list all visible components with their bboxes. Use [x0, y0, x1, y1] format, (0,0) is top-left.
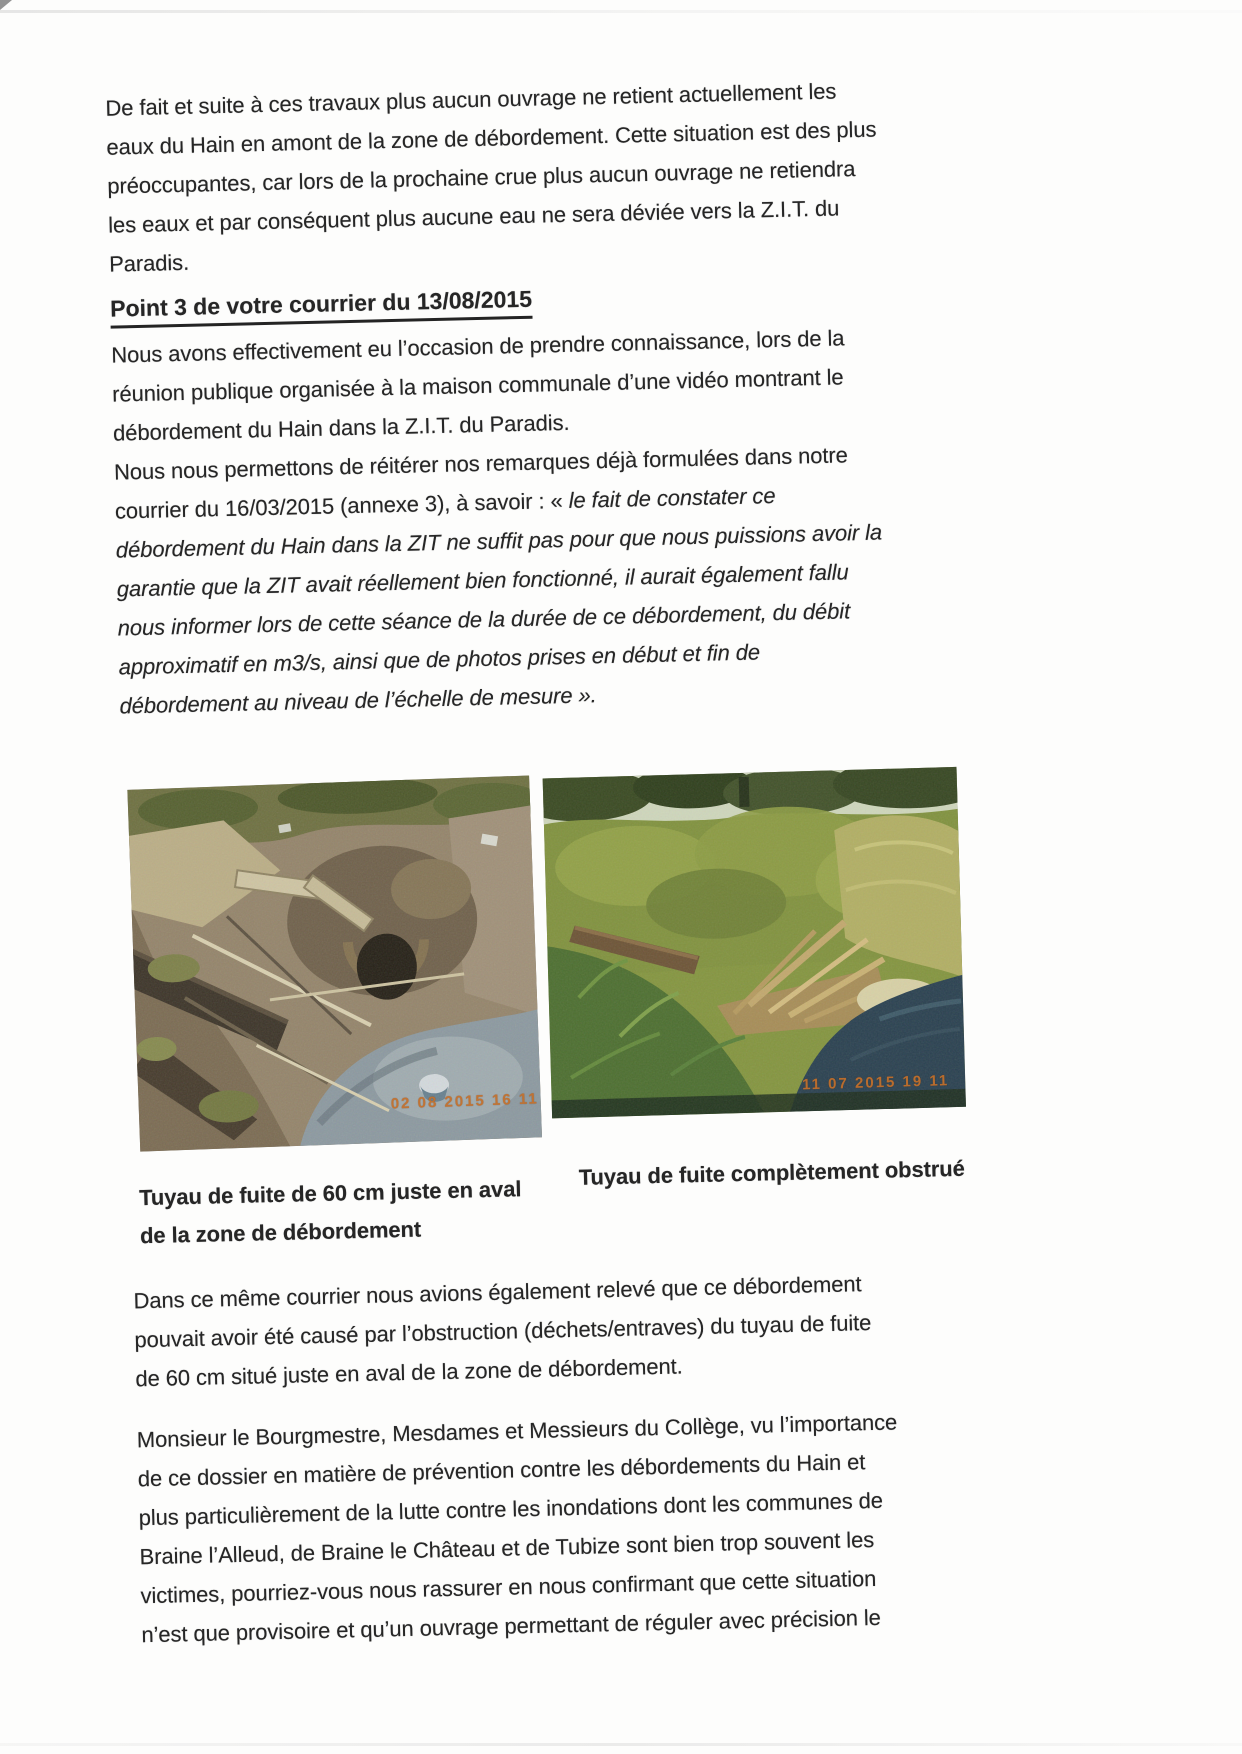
text-line: débordement du Hain dans la Z.I.T. du Paradis.: [112, 409, 570, 446]
text-line: Dans ce même courrier nous avions également relevé que ce débordement: [133, 1271, 862, 1314]
text-line: préoccupantes, car lors de la prochaine crue plus aucun ouvrage ne retiendra: [107, 156, 856, 199]
text-line: pouvait avoir été causé par l’obstruction (déchets/entraves) du tuyau de fuite: [134, 1310, 872, 1353]
quote-line: approximatif en m3/s, ainsi que de photos prises en début et fin de: [118, 639, 761, 680]
text-line: plus particulièrement de la lutte contre les inondations dont les communes de: [138, 1487, 884, 1531]
obstructed-photo-art: [543, 767, 966, 1118]
text-line: victimes, pourriez-vous nous rassurer en nous confirmant que cette situation: [140, 1565, 877, 1609]
text-line: eaux du Hain en amont de la zone de débordement. Cette situation est des plus: [106, 116, 877, 160]
quote-intro: courrier du 16/03/2015 (annexe 3), à savoir : «: [114, 487, 569, 524]
paragraph-remarks-quote: [114, 429, 1120, 725]
scan-corner-artifact: [0, 0, 12, 10]
paragraph-obstruction: [133, 1258, 1135, 1399]
text-line: Paradis.: [108, 249, 190, 277]
scan-streak-top: [0, 10, 1242, 13]
photo-obstructed-pipe: [543, 767, 966, 1118]
text-line: De fait et suite à ces travaux plus aucun ouvrage ne retient actuellement les: [105, 78, 837, 121]
text-line: réunion publique organisée à la maison communale d’une vidéo montrant le: [111, 364, 844, 407]
text-line: de ce dossier en matière de prévention contre les débordements du Hain et: [137, 1449, 866, 1492]
text-line: Monsieur le Bourgmestre, Mesdames et Messieurs du Collège, vu l’importance: [136, 1409, 898, 1453]
paragraph-college-request: [136, 1397, 1141, 1654]
photo-left-figure: [129, 778, 542, 1255]
text-line: Nous nous permettons de réitérer nos remarques déjà formulées dans notre: [113, 442, 849, 485]
quote-line: nous informer lors de cette séance de la durée de ce débordement, du débit: [117, 598, 851, 641]
photo-caption-right: [552, 1150, 967, 1198]
quote-line: garantie que la ZIT avait réellement bien fonctionné, il aurait également fallu: [116, 559, 849, 602]
photos-row: [129, 764, 1132, 1255]
paragraph-works: [105, 65, 1109, 284]
photo-leak-pipe-downstream: [127, 775, 542, 1151]
caption-line: Tuyau de fuite complètement obstrué: [578, 1155, 966, 1190]
quote-line: débordement au niveau de l’échelle de mesure ».: [119, 682, 597, 719]
caption-line: de la zone de débordement: [139, 1216, 422, 1249]
text-line: les eaux et par conséquent plus aucune eau ne sera déviée vers la Z.I.T. du: [107, 195, 840, 238]
section-heading-point3: Point 3 de votre courrier du 13/08/2015: [110, 284, 533, 329]
photo-right-figure: [543, 768, 967, 1198]
text-line: n’est que provisoire et qu’un ouvrage permettant de réguler avec précision le: [141, 1604, 882, 1648]
timestamp-right: 11 07 2015 19 11: [801, 1072, 950, 1094]
caption-line: Tuyau de fuite de 60 cm juste en aval: [138, 1176, 522, 1211]
letter-body: [105, 65, 1142, 1654]
photo-caption-left: [139, 1170, 543, 1255]
text-line: de 60 cm situé juste en aval de la zone de débordement.: [135, 1353, 683, 1392]
text-line: Braine l’Alleud, de Braine le Château et de Tubize sont bien trop souvent les: [139, 1526, 875, 1570]
scan-streak-bottom: [0, 1743, 1242, 1746]
quote-line: débordement du Hain dans la ZIT ne suffit pas pour que nous puissions avoir la: [115, 519, 883, 563]
timestamp-left: 02 08 2015 16 11: [390, 1090, 539, 1113]
text-line: Nous avons effectivement eu l’occasion de prendre connaissance, lors de la: [110, 325, 845, 368]
quote-italic-start: le fait de constater ce: [568, 483, 776, 513]
paragraph-video: [111, 312, 1113, 453]
